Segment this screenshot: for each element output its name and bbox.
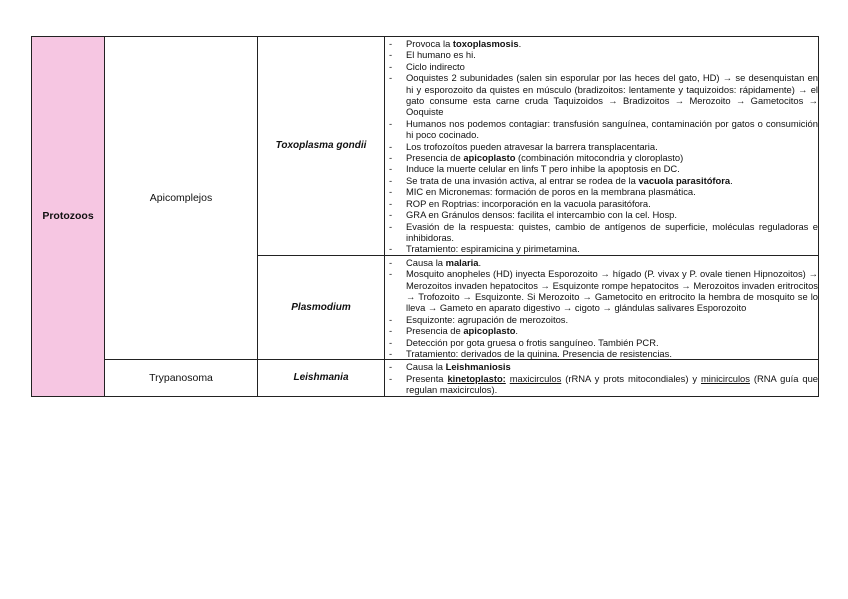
list-item: - Ooquistes 2 subunidades (salen sin esporular por las heces del gato, HD) → se desenquistan en hi y esporozoito da quistes en músculo (bradizoitos: lentamente y taquizoidos: rápidamente) → el gato consume esta carne cruda Taquizoidos → Bradizoitos → Merozoito → Gametocitos → Ooquiste xyxy=(385,72,818,118)
organism-cell xyxy=(258,255,385,360)
organism-label: Plasmodium xyxy=(291,302,351,314)
category-cell xyxy=(32,37,105,397)
group-label: Apicomplejos xyxy=(149,192,213,205)
list-item: - Ciclo indirecto xyxy=(385,61,818,72)
bullet-list xyxy=(385,360,818,395)
list-item: - Humanos nos podemos contagiar: transfusión sanguínea, contaminación por gatos o consumición hi poco cocinado. xyxy=(385,118,818,141)
list-item: - Tratamiento: espiramicina y pirimetamina. xyxy=(385,243,818,254)
list-item: - GRA en Gránulos densos: facilita el intercambio con la cel. Hosp. xyxy=(385,209,818,220)
list-item: - Presenta kinetoplasto: maxicirculos (rRNA y prots mitocondiales) y minicirculos (RNA guía que regulan maxicirculos). xyxy=(385,373,818,396)
organism-label: Toxoplasma gondii xyxy=(275,140,367,152)
organism-cell xyxy=(258,37,385,256)
category-label: Protozoos xyxy=(42,210,94,223)
list-item: - Causa la malaria. xyxy=(385,257,818,268)
list-item: - Los trofozoítos pueden atravesar la barrera transplacentaria. xyxy=(385,141,818,152)
list-item: - Evasión de la respuesta: quistes, cambio de antígenos de superficie, moléculas reguladoras e inhibidoras. xyxy=(385,221,818,244)
bullet-list xyxy=(385,256,818,360)
list-item: - Detección por gota gruesa o frotis sanguíneo. También PCR. xyxy=(385,337,818,348)
group-cell xyxy=(105,37,258,360)
description-cell xyxy=(385,37,819,256)
table-row xyxy=(32,360,819,396)
group-cell xyxy=(105,360,258,396)
table-row xyxy=(32,37,819,256)
list-item: - Causa la Leishmaniosis xyxy=(385,361,818,372)
description-cell xyxy=(385,360,819,396)
list-item: - Mosquito anopheles (HD) inyecta Esporozoito → hígado (P. vivax y P. ovale tienen Hipnozoitos) → Merozoitos invaden hepatocitos → Esquizonte rompe hepatocitos → Merozoitos invaden eritrocitos → Trofozoito → Esquizonte. Si Merozoito → Gametocito en eritrocito la hembra de mosquito se lo lleva → Gameto en aparato digestivo → cigoto → glándulas salivares Esporozoito xyxy=(385,268,818,314)
list-item: - Presencia de apicoplasto (combinación mitocondria y cloroplasto) xyxy=(385,152,818,163)
description-cell xyxy=(385,255,819,360)
list-item: - Esquizonte: agrupación de merozoitos. xyxy=(385,314,818,325)
list-item: - Se trata de una invasión activa, al entrar se rodea de la vacuola parasitófora. xyxy=(385,175,818,186)
group-label: Trypanosoma xyxy=(149,371,213,384)
list-item: - Tratamiento: derivados de la quinina. Presencia de resistencias. xyxy=(385,348,818,359)
list-item: - Induce la muerte celular en linfs T pero inhibe la apoptosis en DC. xyxy=(385,163,818,174)
list-item: - ROP en Roptrias: incorporación en la vacuola parasitófora. xyxy=(385,198,818,209)
list-item: - El humano es hi. xyxy=(385,49,818,60)
list-item: - MIC en Micronemas: formación de poros en la membrana plasmática. xyxy=(385,186,818,197)
protozoa-table xyxy=(31,36,819,397)
organism-label: Leishmania xyxy=(293,372,349,384)
list-item: - Provoca la toxoplasmosis. xyxy=(385,38,818,49)
organism-cell xyxy=(258,360,385,396)
list-item: - Presencia de apicoplasto. xyxy=(385,325,818,336)
bullet-list xyxy=(385,37,818,255)
